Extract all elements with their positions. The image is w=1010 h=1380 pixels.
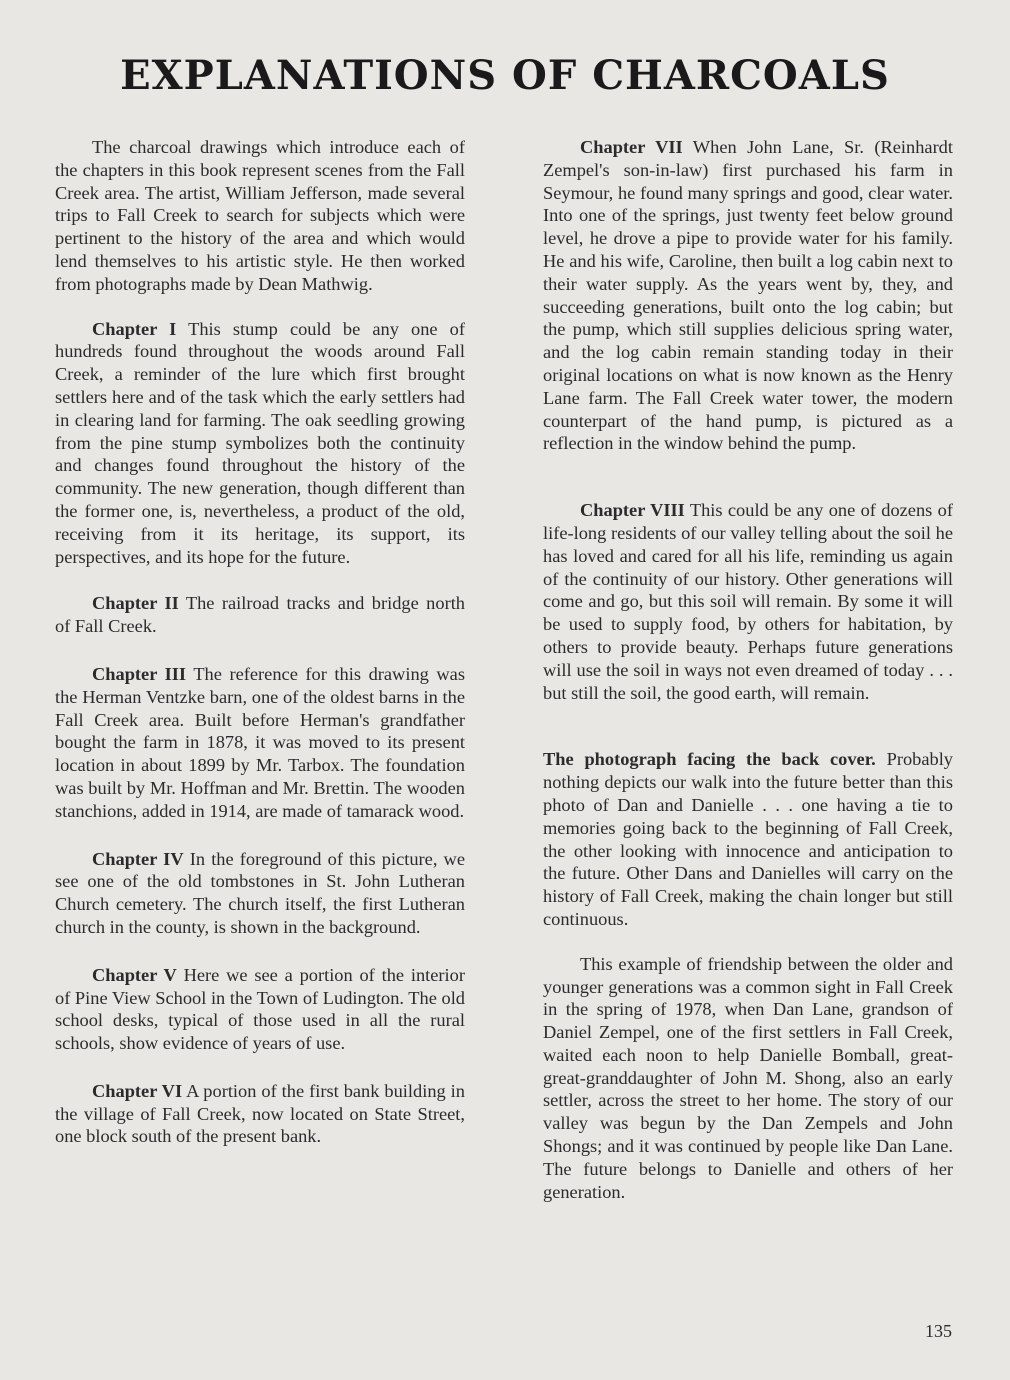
paragraph-text: In the foreground of this picture, we see one of the old tombstones in St. John Lutheran Church cemetery. The church itself, the first Lutheran church in the county, is shown in the background. bbox=[55, 848, 465, 937]
chapter-heading: Chapter IV bbox=[92, 848, 184, 869]
chapter-1-paragraph bbox=[55, 318, 465, 569]
paragraph-text: A portion of the first bank building in the village of Fall Creek, now located on State Street, one block south of the present bank. bbox=[55, 1080, 465, 1147]
right-column bbox=[543, 136, 953, 1203]
page-title: EXPLANATIONS OF CHARCOALS bbox=[120, 52, 890, 99]
chapter-4-paragraph bbox=[55, 848, 465, 939]
chapter-2-paragraph bbox=[55, 592, 465, 638]
paragraph-text: Here we see a portion of the interior of Pine View School in the Town of Ludington. The old school desks, typical of those used in all the rural schools, show evidence of years of use. bbox=[55, 964, 465, 1054]
paragraph-text: When John Lane, Sr. (Reinhardt Zempel's son-in-law) first purchased his farm in Seymour, he found many springs and good, clear water. Into one of the springs, just twenty feet below ground level, he drove a pipe to provide water for his family. He and his wife, Caroline, then built a log cabin next to their water supply. As the years went by, they, and succeeding generations, built onto the log cabin; but the pump, which still supplies delicious spring water, and the log cabin remain standing today in their original locations on what is now known as the Henry Lane farm. The Fall Creek water tower, the modern counterpart of the hand pump, is pictured as a reflection in the window behind the pump. bbox=[543, 137, 953, 454]
paragraph-text: Probably nothing depicts our walk into the future better than this photo of Dan and Danielle . . . one having a tie to memories going back to the beginning of Fall Creek, the other looking with innocence and anticipation to the future. Other Dans and Danielles will carry on the history of Fall Creek, making the chain longer but still continuous. bbox=[543, 749, 953, 929]
chapter-heading: Chapter VII bbox=[580, 137, 683, 157]
paragraph-text: The railroad tracks and bridge north of Fall Creek. bbox=[55, 593, 466, 637]
intro-paragraph bbox=[55, 136, 465, 296]
chapter-heading: Chapter I bbox=[92, 318, 177, 339]
chapter-8-paragraph bbox=[543, 499, 953, 704]
chapter-3-paragraph bbox=[55, 663, 465, 823]
paragraph-text: This could be any one of dozens of life-long residents of our valley telling about the soil he has loved and cared for all his life, reminding us again of the continuity of our history. Other generations will come and go, but this soil will remain. By some it will be used to supply food, by others for habitation, by others to provide beauty. Perhaps future generations will use the soil in ways not even dreamed of today . . . but still the soil, the good earth, will remain. bbox=[543, 500, 953, 703]
back-cover-photo-paragraph bbox=[543, 748, 953, 930]
chapter-6-paragraph bbox=[55, 1080, 465, 1148]
paragraph-text: The charcoal drawings which introduce each of the chapters in this book represent scenes from the Fall Creek area. The artist, William Jefferson, made several trips to Fall Creek to search for subjects which were pertinent to the history of the area and which would lend themselves to his artistic style. He then worked from photographs made by Dean Mathwig. bbox=[55, 137, 465, 294]
chapter-heading: Chapter III bbox=[92, 663, 187, 684]
paragraph-text: The reference for this drawing was the Herman Ventzke barn, one of the oldest barns in the Fall Creek area. Built before Herman's grandfather bought the farm in 1878, it was moved to its present location in about 1899 by Mr. Tarbox. The foundation was built by Mr. Hoffman and Mr. Brettin. The wooden stanchions, added in 1914, are made of tamarack wood. bbox=[55, 663, 466, 821]
friendship-paragraph bbox=[543, 953, 953, 1204]
chapter-heading: Chapter V bbox=[92, 964, 177, 985]
paragraph-text: This example of friendship between the older and younger generations was a common sight in Fall Creek in the spring of 1978, when Dan Lane, grandson of Daniel Zempel, one of the first settlers in Fall Creek, waited each noon to help Danielle Bomball, great-great-granddaughter of John M. Shong, also an early settler, across the street to her home. The story of our valley was begun by the Dan Zempels and John Shongs; and it was continued by people like Dan Lane. The future belongs to Danielle and others of her generation. bbox=[543, 953, 953, 1202]
left-column bbox=[55, 136, 465, 1148]
section-heading: The photograph facing the back cover. bbox=[543, 749, 876, 770]
chapter-heading: Chapter VI bbox=[92, 1080, 183, 1101]
chapter-5-paragraph bbox=[55, 964, 465, 1055]
chapter-7-paragraph bbox=[543, 136, 953, 455]
paragraph-text: This stump could be any one of hundreds found throughout the woods around Fall Creek, a reminder of the lure which first brought settlers here and of the task which the early settlers had in clearing land for farming. The oak seedling growing from the pine stump symbolizes both the continuity and changes found throughout the history of the community. The new generation, though different than the former one, is, nevertheless, a product of the old, receiving from it its heritage, its support, its perspectives, and its hope for the future. bbox=[55, 318, 466, 567]
page-number: 135 bbox=[925, 1321, 952, 1341]
chapter-heading: Chapter VIII bbox=[580, 500, 685, 521]
chapter-heading: Chapter II bbox=[92, 593, 179, 614]
